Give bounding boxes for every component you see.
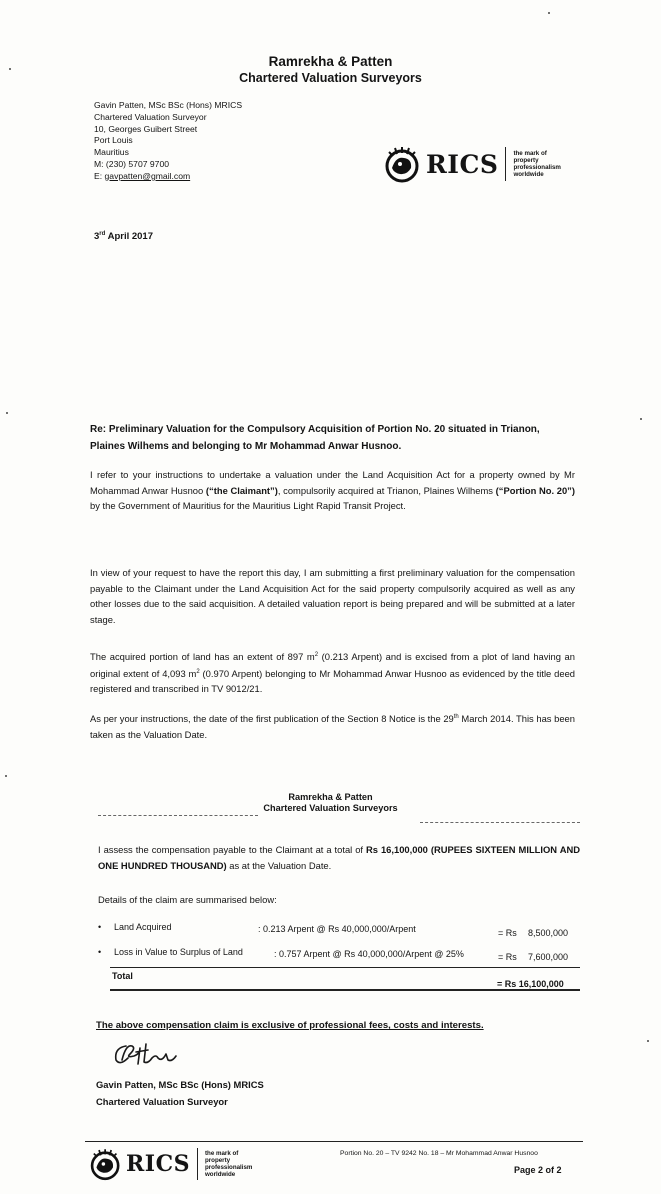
total-bottom-rule (110, 989, 580, 991)
claim-equals: = Rs (498, 952, 517, 962)
text-run: March 2014. This has been taken as the Valuation Date. (90, 713, 575, 740)
scan-speck (647, 1040, 649, 1042)
tagline-line: the mark of (513, 150, 547, 157)
text-run: I assess the compensation payable to the Claimant at a total of (98, 844, 366, 855)
sender-street: 10, Georges Guibert Street (94, 123, 198, 134)
scan-speck (6, 412, 8, 414)
sender-role: Chartered Valuation Surveyor (94, 111, 207, 122)
date-day: 3 (94, 231, 100, 243)
tagline-line: property (204, 1157, 231, 1164)
text-run: by the Government of Mauritius for the Mauritius Light Rapid Transit Project. (90, 500, 406, 511)
superscript: 2 (196, 668, 200, 675)
claimant-term: (“the Claimant”) (205, 484, 278, 496)
total-label: Total (112, 971, 133, 981)
subject-line: Re: Preliminary Valuation for the Compulsory Acquisition of Portion No. 20 situated in Trianon, Plaines Wilhems and belonging to Mr Mohammad Anwar Husnoo. (90, 424, 540, 452)
date-suffix: rd (99, 231, 106, 237)
portion-term: (“Portion No. 20”) (495, 484, 575, 496)
logo-divider (197, 1148, 198, 1180)
sender-country: Mauritius (94, 147, 129, 158)
letter-date (94, 231, 153, 242)
text-run: as at the Valuation Date. (226, 859, 332, 871)
scan-speck (5, 775, 7, 777)
tagline-line: the mark of (204, 1150, 239, 1157)
claim-amount: 8,500,000 (528, 928, 569, 938)
rics-wordmark: RICS (426, 149, 499, 179)
sender-address (94, 100, 242, 183)
superscript: 2 (314, 652, 319, 658)
sender-city: Port Louis (94, 135, 133, 146)
assessment-paragraph (98, 842, 580, 873)
signatory-block (96, 1076, 264, 1110)
text-run: As per your instructions, the date of the first publication of the Section 8 Notice is the 29 (90, 713, 454, 725)
paragraph-valuation-date (90, 710, 575, 742)
claim-label: Land Acquired (114, 922, 172, 932)
tagline-line: professionalism (204, 1164, 253, 1171)
dashed-rule-left (98, 815, 258, 816)
rics-lion-icon (86, 1146, 126, 1182)
sender-email-line (94, 171, 242, 183)
closing-note: The above compensation claim is exclusive of professional fees, costs and interests. (96, 1020, 484, 1031)
bullet-icon: • (98, 922, 102, 932)
tagline-line: property (513, 157, 539, 164)
mid-firm-subtitle: Chartered Valuation Surveyors (263, 803, 398, 813)
tagline-line: worldwide (513, 171, 544, 178)
signatory-title: Chartered Valuation Surveyor (96, 1096, 228, 1107)
text-run: , compulsorily acquired at Trianon, Plaines Wilhems (277, 484, 496, 496)
firm-name: Ramrekha & Patten (268, 54, 393, 69)
rics-wordmark: RICS (126, 1151, 190, 1177)
dashed-rule-right (420, 822, 580, 823)
claim-calculation: : 0.213 Arpent @ Rs 40,000,000/Arpent (258, 924, 416, 934)
summary-intro: Details of the claim are summarised below: (98, 894, 277, 905)
signatory-name: Gavin Patten, MSc BSc (Hons) MRICS (96, 1079, 264, 1090)
tagline-line: professionalism (513, 164, 561, 171)
bullet-icon: • (98, 947, 102, 957)
claim-label: Loss in Value to Surplus of Land (114, 947, 243, 957)
claim-calculation: : 0.757 Arpent @ Rs 40,000,000/Arpent @ 25% (274, 949, 464, 959)
paragraph-request: In view of your request to have the report this day, I am submitting a first preliminary valuation for the compensation payable to the Claimant under the Land Acquisition Act for the said property compulsorily acquired as well as any other losses due to the said acquisition. A detailed valuation report is being prepared and will be submitted at a later stage. (90, 567, 575, 625)
tagline-line: worldwide (204, 1171, 236, 1178)
rics-logo-footer (86, 1146, 252, 1182)
footer-reference: Portion No. 20 – TV 9242 No. 18 – Mr Mohammad Anwar Husnoo (340, 1150, 538, 1157)
rics-lion-icon (380, 144, 426, 184)
assessed-total: Rs 16,100,000 (RUPEES SIXTEEN MILLION AND ONE HUNDRED THOUSAND) (98, 844, 581, 871)
superscript: th (453, 714, 459, 720)
page-number: Page 2 of 2 (514, 1165, 562, 1175)
claim-amount: 7,600,000 (528, 952, 569, 962)
rics-logo-top (380, 144, 561, 184)
total-value: = Rs 16,100,000 (497, 979, 564, 989)
firm-subtitle: Chartered Valuation Surveyors (239, 71, 422, 85)
paragraph-land-extent (90, 648, 575, 697)
signature-image (112, 1040, 192, 1068)
logo-divider (505, 147, 506, 181)
text-run: I refer to your instructions to undertake a valuation under the Land Acquisition Act for a property owned by Mr Mohammad Anwar Husnoo (90, 469, 575, 496)
mid-firm-block (0, 792, 661, 814)
date-rest: April 2017 (105, 231, 153, 243)
text-run: The acquired portion of land has an extent of 897 m (90, 651, 315, 663)
rics-tagline (513, 150, 560, 178)
rics-tagline (205, 1150, 252, 1178)
total-top-rule (110, 967, 580, 968)
email-link[interactable]: gavpatten@gmail.com (104, 170, 191, 181)
claim-equals: = Rs (498, 928, 517, 938)
text-run: (0.213 Arpent) and is excised from a plot of land having an original extent of 4,093 m (90, 651, 575, 679)
scan-speck (9, 68, 11, 70)
paragraph-instructions (90, 467, 575, 514)
mid-firm-name: Ramrekha & Patten (288, 792, 373, 802)
scan-speck (548, 12, 550, 14)
email-label: E: (94, 170, 105, 181)
text-run: (0.970 Arpent) belonging to Mr Mohammad Anwar Husnoo as evidenced by the title deed registered and transcribed in TV 9012/21. (90, 667, 575, 695)
sender-phone: M: (230) 5707 9700 (94, 158, 170, 169)
sender-name: Gavin Patten, MSc BSc (Hons) MRICS (94, 100, 243, 110)
footer-rule (85, 1141, 583, 1142)
scan-speck (640, 418, 642, 420)
